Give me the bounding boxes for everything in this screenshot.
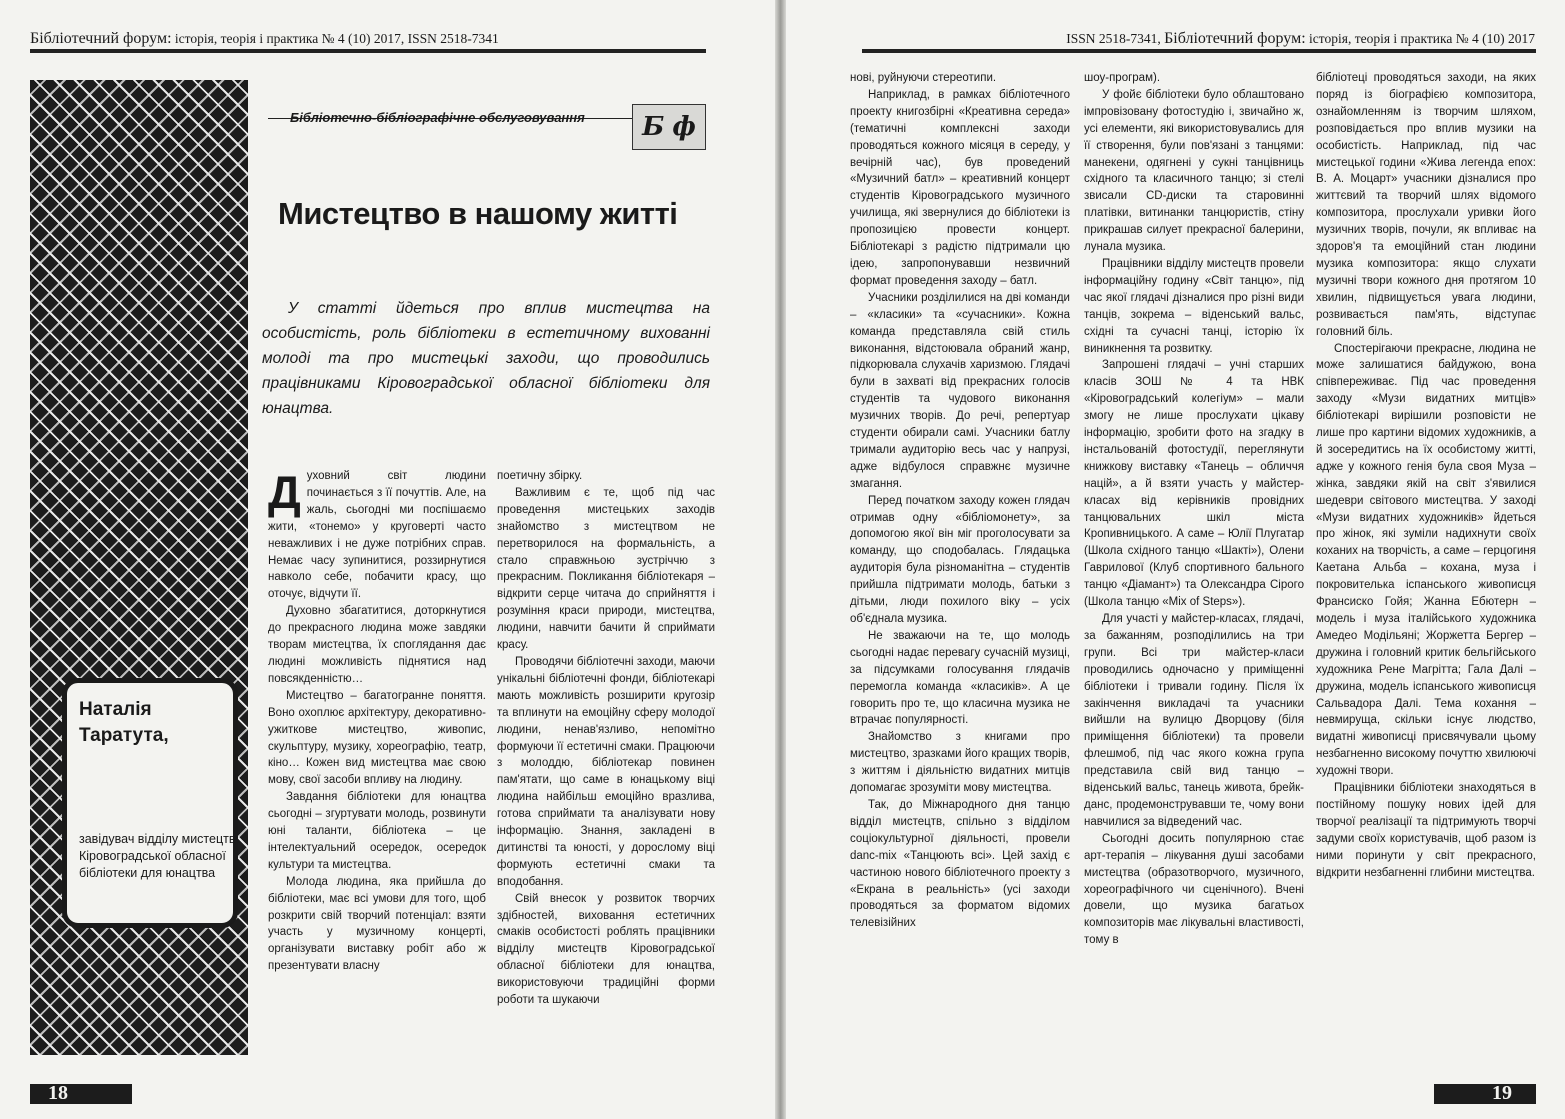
paragraph: шоу-програм). (1084, 72, 1161, 84)
paragraph: Мистецтво – багатогранне поняття. Воно охоплює архітектуру, декоративно-ужиткове мистецтво, живопис, скульптуру, музику, хореографію, театр, кіно… Кожен вид мистецтва має свою мову, свої засоби впливу на людину. (268, 689, 486, 787)
paragraph: поетичну збірку. (497, 470, 583, 482)
author-first-name: Наталія (79, 699, 152, 720)
author-role: завідувач відділу мистецтв Кіровоградської обласної бібліотеки для юнацтва (79, 832, 236, 880)
spine-gutter (775, 0, 786, 1119)
paragraph: Спостерігаючи прекрасне, людина не може залишатися байдужою, вона співпереживає. Під час проведення заходу «Музи видатних митців» бібліотекарі вирішили розповісти не лише про картини відомих художників, а й зосередитись на їх особистому житті, адже у кожного генія була своя Муза – жінка, завдяки якій на світ з'явилися шедеври світового мистецтва. У заході «Музи видатних художників» йдеться про жінок, які зуміли надихнути своїх коханих на творчість, а саме – герцогиня Каетана Альба – кохана, муза і покровителька іспанського живописця Франсиско Гойя; Жанна Ебютерн – модель і муза італійського художника Амедео Модільяні; Жоржетта Бергер – дружина і головний критик бельгійського художника Рене Магрітта; Гала Далі – дружина, модель іспанського живописця Сальвадора Далі. Тема кохання – невмируща, скільки існує людство, видатні живописці присвячували цьому незбагненно високому почуттю хвилюючі художні твори. (1316, 342, 1536, 778)
paragraph: Наприклад, в рамках бібліотечного проекту книгозбірні «Креативна середа» (тематичні комплексні заходи проводяться кожного місяця в середу, у вечірній час), був проведений «Музичний батл» – креативний концерт студентів Кіровоградського музичного училища, які звернулися до бібліотеки із пропозицією провести концерт. Бібліотекарі з радістю підтримали цю ідею, запропонувавши незвичний формат проведення заходу – батл. (850, 88, 1070, 287)
header-rule (30, 49, 706, 53)
folio-bar-right (1434, 1084, 1536, 1104)
column-5 (1316, 70, 1536, 882)
paragraph: нові, руйнуючи стереотипи. (850, 72, 997, 84)
paragraph: Духовно збагатитися, доторкнутися до прекрасного людина може завдяки творам мистецтва, їх споглядання дає людині можливість піднятися над повсякденністю… (268, 605, 486, 685)
paragraph: Завдання бібліотеки для юнацтва сьогодні – згуртувати молодь, розвинути юні таланти, бібліотека – це інтелектуальний осередок, осередок культури та мистецтва. (268, 791, 486, 871)
paragraph: Перед початком заходу кожен глядач отримав одну «бібліомонету», за допомогою якої він міг проголосувати за команду, що сподобалась. Глядацька аудиторія була різноманітна – студентів прийшла підтримати молодь, батьки з дітьми, люди похилого віку – усіх об'єднала музика. (850, 494, 1070, 625)
paragraph: Сьогодні досить популярною стає арт-терапія – лікування душі засобами мистецтва (образотворчого, музичного, хореографічного чи сценічного). Вчені довели, що музика багатьох композиторів має лікувальні властивості, тому в (1084, 832, 1304, 947)
journal-name: Бібліотечний форум: (30, 30, 172, 47)
column-1 (268, 468, 486, 975)
paragraph: Працівники відділу мистецтв провели інформаційну годину «Світ танцю», під час якої глядачі дізналися про різні види танців, зокрема – віденський вальс, східні та сучасні танці, історію їх виникнення та розвитку. (1084, 257, 1304, 355)
running-header-left (30, 30, 499, 48)
page-number-right: 19 (1492, 1082, 1512, 1104)
article-abstract: У статті йдеться про вплив мистецтва на особистість, роль бібліотеки в естетичному вихованні молоді та про мистецькі заходи, що проводились працівниками Кіровоградської обласної бібліотеки для юнацтва. (262, 300, 710, 417)
paragraph: Знайомство з книгами про мистецтво, зразками його кращих творів, з життям і діяльністю видатних митців допомагає зрозуміти мову мистецтва. (850, 731, 1070, 795)
issue-info: історія, теорія і практика № 4 (10) 2017, ISSN 2518-7341 (174, 31, 499, 46)
drop-cap: Д (268, 466, 301, 518)
paragraph: Запрошені глядачі – учні старших класів ЗОШ № 4 та НВК «Кіровоградський колегіум» – мали змогу не лише прослухати цікаву інформацію, зробити фото на згадку в інстальованій фотостудії, переглянути книжкову виставку «Танець – обличчя націй», а й взяти участь у майстер-класах від керівників провідних танцювальних шкіл міста Кропивницького. А саме – Юлії Плугатар (Школа східного танцю «Шакті»), Олени Гаврилової (Клуб спортивного бального танцю «Діамант») та Олександра Сірого (Школа танцю «Mix of Steps»). (1084, 359, 1304, 609)
paragraph: Важливим є те, щоб під час проведення мистецьких заходів знайомство з мистецтвом не перетворилося на формальність, а стало справжньою зустріччю з прекрасним. Покликання бібліотекаря – відкрити серце читача до сприйняття і розуміння краси природи, мистецтва, людини, навчити бачити й сприймати красу. (497, 486, 715, 652)
paragraph: Працівники бібліотеки знаходяться в постійному пошуку нових ідей для творчої реалізації та підтримують творчі задуми своїх користувачів, щоб разом із ними поринути у світ прекрасного, відкрити незбагненні глибини мистецтва. (1316, 782, 1536, 879)
right-page (786, 0, 1565, 1119)
section-title: Бібліотечно-бібліографічне обслуговування (290, 110, 585, 125)
running-header-right (1066, 30, 1535, 48)
issue-info: історія, теорія і практика № 4 (10) 2017 (1309, 31, 1535, 46)
folio-bar-left (30, 1084, 132, 1104)
page-number-left: 18 (48, 1082, 68, 1104)
journal-name: Бібліотечний форум: (1164, 30, 1306, 47)
paragraph: Так, до Міжнародного дня танцю відділ мистецтв, спільно з відділом соціокультурної діяльності, провели danc-mix «Танцюють всі». Цей захід є частиною нового бібліотечного проекту з «Екрана в реальність» (усі заходи проводяться за форматом відомих телевізійних (850, 798, 1070, 930)
column-3 (850, 70, 1070, 932)
paragraph: Духовний світ людини починається з її почуттів. Але, на жаль, сьогодні ми поспішаємо жити, «тонемо» у круговерті часто неважливих і не дуже потрібних справ. Немає часу зупинитися, роззирнутися навколо себе, побачити красу, що оточує, відчути її. (268, 466, 486, 601)
author-box (62, 678, 238, 928)
paragraph: У фойє бібліотеки було облаштовано імпровізовану фотостудію і, звичайно ж, усі елементи, які використовувались для її створення, були пов'язані з танцями: манекени, одягнені у сукні танцівниць східного та класичного танцю; зі стелі звисали CD-диски та старовинні платівки, витинанки танцюристів, стіну прикрашав силует прекрасної балерини, лунала музика. (1084, 88, 1304, 254)
paragraph: Не зважаючи на те, що молодь сьогодні надає перевагу сучасній музиці, за підсумками голосування глядачів перемогла команда «класиків». А це говорить про те, що класична музика не втрачає популярності. (850, 629, 1070, 727)
paragraph: Проводячи бібліотечні заходи, маючи унікальні бібліотечні фонди, бібліотекарі мають можливість розширити кругозір та вплинути на емоційну сферу молодої людини, ненав'язливо, непомітно формуючи її естетичні смаки. Працюючи з молоддю, бібліотекар повинен пам'ятати, що саме в юнацькому віці людина найбільш емоційно вразлива, готова сприймати та аналізувати нову інформацію. Знання, закладені в дитинстві та юності, у дорослому віці формують естетичні смаки та вподобання. (497, 655, 715, 888)
article-title: Мистецтво в нашому житті (278, 196, 678, 231)
header-rule (862, 49, 1536, 53)
column-2 (497, 468, 715, 1009)
journal-logo (632, 104, 706, 150)
paragraph: Молода людина, яка прийшла до бібліотеки, має всі умови для того, щоб розкрити свій творчий потенціал: взяти участь у музичному концерті, організувати виставку робіт або ж презентувати власну (268, 875, 486, 973)
paragraph: Учасники розділилися на дві команди – «класики» та «сучасники». Кожна команда представляла свій стиль виконання, відстоювала обраний жанр, підкорювала слухачів харизмою. Глядачі були в захваті від прекрасних голосів студентів та чудового виконання музичних творів. До речі, репертуар студенти обирали самі. Учасники батлу тримали аудиторію весь час у напрузі, адже відбулося справжнє музичне змагання. (850, 291, 1070, 490)
issn: ISSN 2518-7341, (1066, 31, 1161, 46)
paragraph: бібліотеці проводяться заходи, на яких поряд із біографією композитора, ознайомленням із творчим шляхом, розповідається про вплив музики на особистість. Наприклад, під час мистецької години «Жива легенда епох: В. А. Моцарт» учасники дізналися про життєвий та творчий шлях відомого композитора, прослухали уривки його музичних творів, почули, як впливає на здоров'я та емоційний стан людини музика композитора: якщо слухати музичні твори кожного дня протягом 10 хвилин, підвищується увага людини, розвивається пам'ять, відступає головний біль. (1316, 72, 1536, 338)
author-last-name: Таратута, (79, 725, 169, 746)
paragraph: Свій внесок у розвиток творчих здібностей, виховання естетичних смаків особистості роблять працівники відділу мистецтв Кіровоградської обласної бібліотеки для юнацтва, використовуючи традиційні форми роботи та шукаючи (497, 892, 715, 1007)
column-4 (1084, 70, 1304, 949)
paragraph: Для участі у майстер-класах, глядачі, за бажанням, розподілились на три групи. Всі три майстер-класи проводились одночасно у приміщенні бібліотеки і тривали годину. Після їх закінчення викладачі та учасники вийшли на вулицю Дворцову (біля приміщення бібліотеки) та провели флешмоб, під час якого кожна група представила свій вид танцю – віденський вальс, танець живота, брейк-данс, продемонструвавши те, чому вони навчилися за відведений час. (1084, 613, 1304, 828)
left-page (0, 0, 775, 1119)
logo-letter-b: Б (642, 112, 665, 142)
logo-letter-f: ф (672, 112, 696, 142)
